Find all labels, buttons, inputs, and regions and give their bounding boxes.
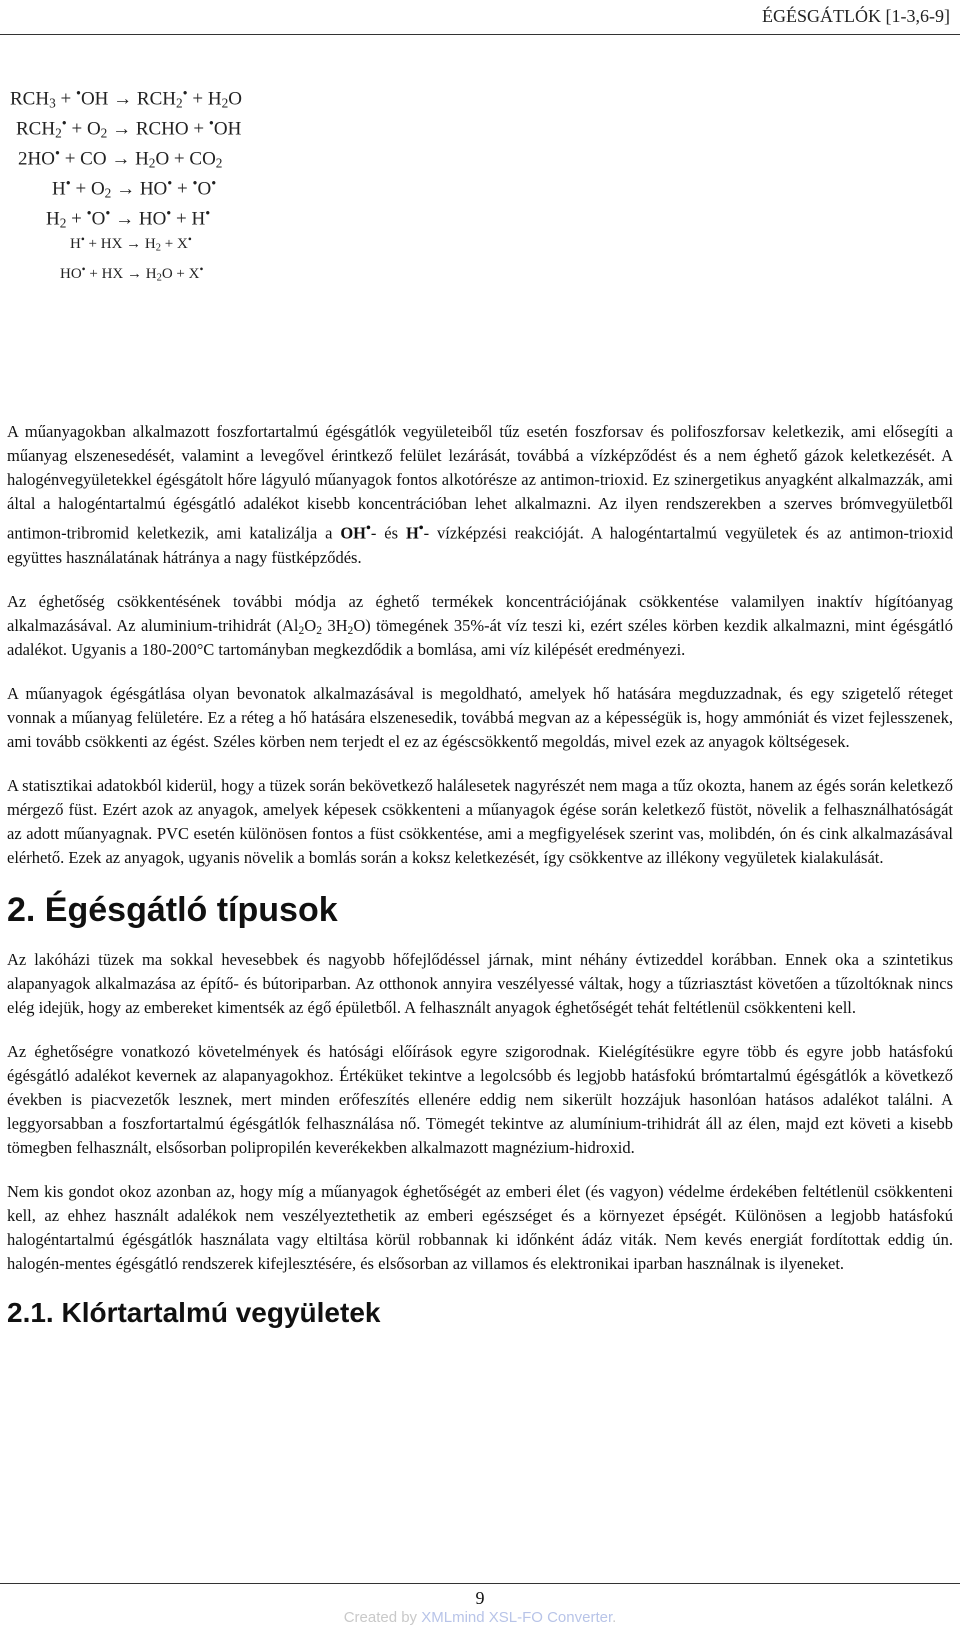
running-header: [0, 0, 960, 35]
paragraph-dilution: Az éghetőség csökkentésének további módja az éghető termékek koncentrációjának csökkentése valamilyen inaktív hígítóanyag alkalmazásával. Az aluminium-trihidrát ($Al_2O_2$ $3H_2O$) tömegének 35%-át víz teszi ki, ezért széles körben kezdik alkalmazni, mint égésgátló adalékot. Ugyanis a 180-200°C tartományban megkezdődik a bomlása, ami víz kilépését eredményezi.: [7, 591, 953, 659]
equation-7: HO• + HX → $H_2O + X^•$: [60, 264, 204, 284]
paragraph-environment: Nem kis gondot okoz azonban az, hogy míg a műanyagok éghetőségét az emberi élet (és vagyon) védelme érdekében feltétlenül csökkenteni kell, az ehhez használt adalékok nem veszélyeztethetik az emberi egészséget és a környezet épségét. Különösen a legjobb hatásfokú halogéntartalmú égésgátlók használata vagy eltiltása körül robbannak ki időnként ádáz viták. Nem kevés energiát fordítottak eddig ún. halogén-mentes égésgátló rendszerek kifejlesztésére, és elsősorban az villamos és elektronikai iparban használnak is ilyeneket.: [7, 1181, 953, 1273]
paragraph-house-fires: Az lakóházi tüzek ma sokkal hevesebbek és nagyobb hőfejlődéssel járnak, mint néhány évtizeddel korábban. Ennek oka a szintetikus alapanyagok alkalmazása az építő- és bútoriparban. Az otthonok annyira veszélyessé váltak, hogy a tűzriasztást követően a tűzoltóknak nincs elég idejük, hogy az embereket kimentsék az égő épületből. A felhasznált anyagok éghetőségét tehát feltétlenül csökkenteni kell.: [7, 949, 953, 1017]
page-number: 9: [475, 1588, 485, 1608]
footer-divider: [0, 1583, 960, 1584]
paragraph-phosphorus: A műanyagokban alkalmazott foszfortartalmú égésgátlók vegyületeiből tűz esetén foszforsav és polifoszforsav keletkezik, ami elősegíti a műanyag elszenesedését, valamint a levegővel érintkező felület lezárását, továbbá a vízképződést és a nem éghető gázok keletkezését. A halogénvegyületekkel égésgátolt hőre lágyuló műanyagok fontos alkotórésze az antimon-trioxid. Ez szinergetikus anyagként alkalmazzák, ami által a halogéntartalmú égésgátló adalékot kisebb koncentrációban lehet alkalmazni. Az ilyen rendszerekben a szerves brómvegyületből antimon-tribromid keletkezik, ami katalizálja a OH•- és H•- vízképzési reakcióját. A halogéntartalmú vegyületek és az antimon-trioxid együttes használatának hátránya a nagy füstképződés.: [7, 422, 953, 567]
equation-1: $RCH_3 + ^•OH \to RCH_2^• + H_2O$: [10, 86, 242, 111]
subsection-heading: 2.1. Klórtartalmú vegyületek: [7, 1296, 381, 1328]
paragraph-coatings: A műanyagok égésgátlása olyan bevonatok alkalmazásával is megoldható, amelyek hő hatására megduzzadnak, és egy szigetelő réteget vonnak a műanyag felületére. Ez a réteg a hő hatására elszenesedik, továbbá megvan az a képességük is, hogy ammóniát és vizet fejlesszenek, ami tovább csökkenti az égést. Széles körben nem terjedt el ez az égéscsökkentő megoldás, mivel ezek az anyagok költségesek.: [7, 683, 953, 751]
equation-5: $H_2 + ^•O^• \to HO^• + H^•$: [46, 206, 211, 231]
paragraph-smoke: A statisztikai adatokból kiderül, hogy a tüzek során bekövetkező halálesetek nagyrészét nem maga a tűz okozta, hanem az égés során keletkező mérgező füst. Ezért azok az anyagok, amelyek képesek csökkenteni a műanyagok égése során keletkező füstöt, növelik a felhasználhatóságát az adott műanyagnak. PVC esetén különösen fontos a füst csökkentése, ami a megfigyelések szerint vas, molibdén, ón és cink alkalmazásával elérhető. Ezek az anyagok, ugyanis növelik a bomlás során a koksz keletkezését, így csökkentve az illékony vegyületek kialakulását.: [7, 775, 953, 867]
paragraph-requirements: Az éghetőségre vonatkozó követelmények és hatósági előírások egyre szigorodnak. Kielégítésükre egyre több és egyre jobb hatásfokú égésgátló adalékot kevernek az alapanyagokhoz. Értéküket tekintve a legolcsóbb és legjobb hatásfokú brómtartalmú égésgátlók a következő években is piacvezetők lesznek, mert minden erőfeszítés ellenére eddig nem sikerült hozzájuk hasonlóan hatásos adalékot találni. A leggyorsabban a foszfortartalmú égésgátlók felhasználása nő. Tömegét tekintve az alumínium-trihidrát áll az élen, majd ezt követi a kisebb tömegben felhasznált, elsősorban polipropilén keverékekben alkalmazott magnézium-hidroxid.: [7, 1041, 953, 1157]
converter-watermark: Created by XMLmind XSL-FO Converter.: [343, 1609, 617, 1626]
running-header-title: ÉGÉSGÁTLÓK [1-3,6-9]: [762, 6, 950, 26]
equation-3: 2HO• + CO → $H_2O + CO_2$: [18, 146, 223, 171]
equation-2: $RCH_2^• + O_2$ → RCHO + •OH: [16, 116, 242, 141]
document-body: [7, 420, 953, 1330]
equation-4: $H^• + O_2 \to HO^• + ^•O^•$: [52, 176, 217, 201]
section-heading: 2. Égésgátló típusok: [7, 890, 338, 929]
equation-6: H• + HX → $H_2 + X^•$: [70, 234, 192, 254]
